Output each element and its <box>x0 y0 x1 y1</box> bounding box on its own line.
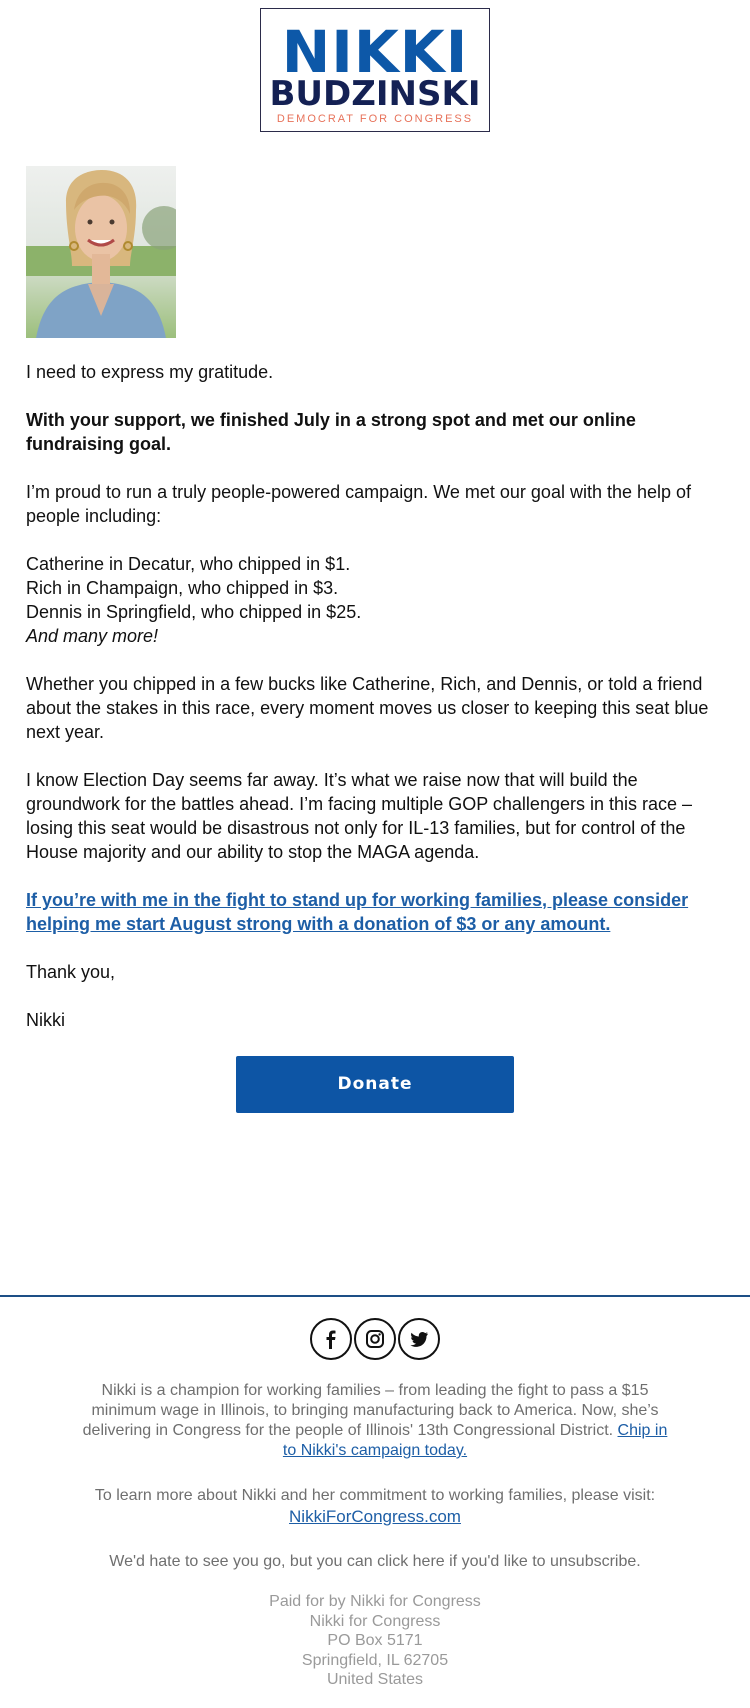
logo-tagline: DEMOCRAT FOR CONGRESS <box>276 113 474 125</box>
organization-name: Nikki for Congress <box>309 1612 441 1630</box>
election-paragraph: I know Election Day seems far away. It’s what we raise now that will build the groundwork for the battles ahead. I’m facing multiple GOP challengers in this race – losing this seat would be disastrous not only for IL-13 families, but for control of the House majority and our ability to stop the MAGA agenda. <box>26 770 693 862</box>
donor-item: Catherine in Decatur, who chipped in $1. <box>26 554 351 574</box>
city-state-zip: Springfield, IL 62705 <box>301 1651 449 1669</box>
twitter-icon[interactable] <box>398 1318 440 1360</box>
social-links <box>310 1318 440 1360</box>
greeting: I need to express my gratitude. <box>26 362 274 382</box>
candidate-photo <box>26 166 176 338</box>
signature: Nikki <box>26 1010 65 1030</box>
donor-item: Rich in Champaign, who chipped in $3. <box>26 578 339 598</box>
donor-list <box>26 552 716 648</box>
website-link[interactable]: NikkiForCongress.com <box>289 1507 461 1526</box>
support-paragraph: With your support, we finished July in a strong spot and met our online fundraising goal. <box>26 410 636 454</box>
paid-for-disclaimer: Paid for by Nikki for Congress <box>269 1593 481 1610</box>
about-text: Nikki is a champion for working families – from leading the fight to pass a $15 minimum wage in Illinois, to bringing manufacturing back to America. Now, she’s delivering in Congress for the people of Illinois' 13th Congressional District. <box>82 1382 659 1439</box>
donation-cta-link[interactable]: If you’re with me in the fight to stand up for working families, please consider helping me start August strong with a donation of $3 or any amount. <box>26 890 689 934</box>
and-many-more: And many more! <box>26 626 159 646</box>
footer-divider <box>0 1295 750 1297</box>
po-box: PO Box 5171 <box>327 1632 423 1649</box>
campaign-logo[interactable] <box>260 8 490 132</box>
footer-learn-more <box>80 1486 670 1528</box>
donor-item: Dennis in Springfield, who chipped in $25. <box>26 602 362 622</box>
email-body <box>26 360 716 1056</box>
logo-first-name: NIKKI <box>281 18 469 86</box>
people-powered-paragraph: I’m proud to run a truly people-powered campaign. We met our goal with the help of people including: <box>26 482 692 526</box>
logo-last-name: BUDZINSKI <box>269 74 481 114</box>
unsubscribe-text[interactable]: We'd hate to see you go, but you can click here if you'd like to unsubscribe. <box>109 1553 641 1570</box>
facebook-icon[interactable] <box>310 1318 352 1360</box>
moment-paragraph: Whether you chipped in a few bucks like Catherine, Rich, and Dennis, or told a friend about the stakes in this race, every moment moves us closer to keeping this seat blue next year. <box>26 674 709 742</box>
instagram-icon[interactable] <box>354 1318 396 1360</box>
thank-you: Thank you, <box>26 962 116 982</box>
country: United States <box>326 1671 424 1688</box>
chip-in-link[interactable]: Chip in to Nikki's campaign today. <box>282 1422 668 1459</box>
learn-more-text: To learn more about Nikki and her commitment to working families, please visit: <box>94 1487 656 1504</box>
footer-about <box>80 1381 670 1461</box>
donate-button[interactable]: Donate <box>236 1056 514 1113</box>
footer-address <box>80 1592 670 1690</box>
